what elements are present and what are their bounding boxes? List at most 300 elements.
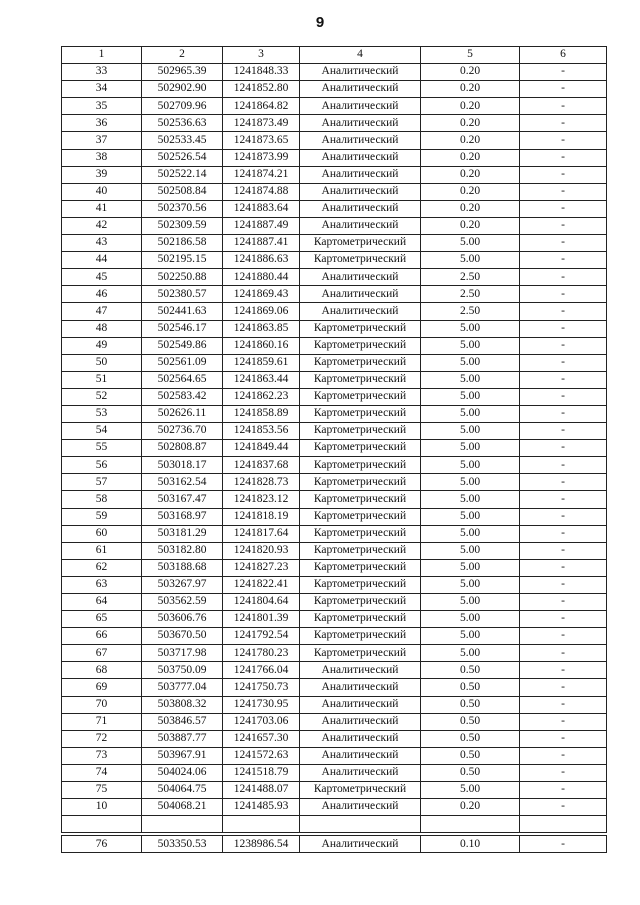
x-coordinate-cell: 503670.50: [142, 628, 223, 645]
y-coordinate-cell: 1241485.93: [223, 799, 300, 816]
description-cell: -: [520, 132, 607, 149]
x-coordinate-cell: 502564.65: [142, 371, 223, 388]
method-cell: Аналитический: [300, 764, 421, 781]
x-coordinate-cell: 504024.06: [142, 764, 223, 781]
method-cell: Картометрический: [300, 628, 421, 645]
table-row: [62, 337, 607, 354]
description-cell: -: [520, 679, 607, 696]
accuracy-cell: 5.00: [421, 371, 520, 388]
accuracy-cell: 0.50: [421, 764, 520, 781]
method-cell: Аналитический: [300, 149, 421, 166]
method-cell: Аналитический: [300, 132, 421, 149]
empty-cell: [300, 816, 421, 833]
y-coordinate-cell: 1241873.65: [223, 132, 300, 149]
point-number-cell: 51: [62, 371, 142, 388]
point-number-cell: 64: [62, 594, 142, 611]
point-number-cell: 54: [62, 423, 142, 440]
point-number-cell: 41: [62, 200, 142, 217]
description-cell: -: [520, 115, 607, 132]
method-cell: Аналитический: [300, 679, 421, 696]
method-cell: Картометрический: [300, 508, 421, 525]
y-coordinate-cell: 1241849.44: [223, 440, 300, 457]
point-number-cell: 74: [62, 764, 142, 781]
accuracy-cell: 5.00: [421, 611, 520, 628]
table-row: [62, 713, 607, 730]
description-cell: -: [520, 405, 607, 422]
table-row: [62, 132, 607, 149]
x-coordinate-cell: 503167.47: [142, 491, 223, 508]
table-row: [62, 747, 607, 764]
method-cell: Аналитический: [300, 799, 421, 816]
y-coordinate-cell: 1241862.23: [223, 388, 300, 405]
description-cell: -: [520, 525, 607, 542]
y-coordinate-cell: 1241801.39: [223, 611, 300, 628]
y-coordinate-cell: 1241780.23: [223, 645, 300, 662]
table-row: [62, 81, 607, 98]
description-cell: -: [520, 354, 607, 371]
point-number-cell: 35: [62, 98, 142, 115]
x-coordinate-cell: 503967.91: [142, 747, 223, 764]
description-cell: -: [520, 81, 607, 98]
point-number-cell: 69: [62, 679, 142, 696]
table-row: [62, 303, 607, 320]
point-number-cell: 47: [62, 303, 142, 320]
point-number-cell: 33: [62, 64, 142, 81]
coordinates-table: [61, 46, 607, 853]
x-coordinate-cell: 503606.76: [142, 611, 223, 628]
y-coordinate-cell: 1241883.64: [223, 200, 300, 217]
x-coordinate-cell: 503168.97: [142, 508, 223, 525]
description-cell: -: [520, 286, 607, 303]
table-row: [62, 696, 607, 713]
description-cell: -: [520, 217, 607, 234]
y-coordinate-cell: 1241853.56: [223, 423, 300, 440]
method-cell: Аналитический: [300, 269, 421, 286]
description-cell: -: [520, 836, 607, 853]
method-cell: Аналитический: [300, 662, 421, 679]
point-number-cell: 34: [62, 81, 142, 98]
description-cell: -: [520, 303, 607, 320]
y-coordinate-cell: 1241880.44: [223, 269, 300, 286]
y-coordinate-cell: 1241874.21: [223, 166, 300, 183]
x-coordinate-cell: 503188.68: [142, 559, 223, 576]
y-coordinate-cell: 1241873.99: [223, 149, 300, 166]
point-number-cell: 75: [62, 782, 142, 799]
accuracy-cell: 5.00: [421, 388, 520, 405]
y-coordinate-cell: 1241852.80: [223, 81, 300, 98]
accuracy-cell: 5.00: [421, 542, 520, 559]
point-number-cell: 61: [62, 542, 142, 559]
table-row: [62, 269, 607, 286]
table-row: [62, 508, 607, 525]
method-cell: Аналитический: [300, 98, 421, 115]
accuracy-cell: 0.50: [421, 730, 520, 747]
y-coordinate-cell: 1241804.64: [223, 594, 300, 611]
table-row: [62, 679, 607, 696]
accuracy-cell: 2.50: [421, 303, 520, 320]
table-row: [62, 200, 607, 217]
x-coordinate-cell: 503018.17: [142, 457, 223, 474]
description-cell: -: [520, 730, 607, 747]
point-number-cell: 10: [62, 799, 142, 816]
x-coordinate-cell: 503182.80: [142, 542, 223, 559]
point-number-cell: 36: [62, 115, 142, 132]
point-number-cell: 57: [62, 474, 142, 491]
y-coordinate-cell: 1241730.95: [223, 696, 300, 713]
method-cell: Аналитический: [300, 730, 421, 747]
x-coordinate-cell: 502508.84: [142, 183, 223, 200]
table-row: [62, 320, 607, 337]
accuracy-cell: 0.20: [421, 183, 520, 200]
table-row: [62, 98, 607, 115]
description-cell: -: [520, 98, 607, 115]
description-cell: -: [520, 611, 607, 628]
point-number-cell: 58: [62, 491, 142, 508]
accuracy-cell: 5.00: [421, 559, 520, 576]
table-footer-section: [62, 816, 607, 853]
method-cell: Аналитический: [300, 64, 421, 81]
table-row-final: [62, 836, 607, 853]
accuracy-cell: 0.50: [421, 747, 520, 764]
point-number-cell: 66: [62, 628, 142, 645]
point-number-cell: 65: [62, 611, 142, 628]
x-coordinate-cell: 502808.87: [142, 440, 223, 457]
x-coordinate-cell: 503181.29: [142, 525, 223, 542]
x-coordinate-cell: 502736.70: [142, 423, 223, 440]
description-cell: -: [520, 747, 607, 764]
y-coordinate-cell: 1241792.54: [223, 628, 300, 645]
method-cell: Картометрический: [300, 594, 421, 611]
method-cell: Картометрический: [300, 320, 421, 337]
x-coordinate-cell: 502561.09: [142, 354, 223, 371]
method-cell: Картометрический: [300, 440, 421, 457]
y-coordinate-cell: 1241864.82: [223, 98, 300, 115]
point-number-cell: 68: [62, 662, 142, 679]
y-coordinate-cell: 1241887.41: [223, 235, 300, 252]
x-coordinate-cell: 502536.63: [142, 115, 223, 132]
description-cell: -: [520, 662, 607, 679]
empty-cell: [62, 816, 142, 833]
point-number-cell: 49: [62, 337, 142, 354]
x-coordinate-cell: 502380.57: [142, 286, 223, 303]
description-cell: -: [520, 320, 607, 337]
x-coordinate-cell: 503350.53: [142, 836, 223, 853]
accuracy-cell: 5.00: [421, 508, 520, 525]
table-row: [62, 764, 607, 781]
description-cell: -: [520, 200, 607, 217]
x-coordinate-cell: 502309.59: [142, 217, 223, 234]
table-header-row: [62, 47, 607, 64]
accuracy-cell: 0.20: [421, 81, 520, 98]
empty-cell: [421, 816, 520, 833]
point-number-cell: 48: [62, 320, 142, 337]
table-row: [62, 235, 607, 252]
accuracy-cell: 0.20: [421, 217, 520, 234]
x-coordinate-cell: 502583.42: [142, 388, 223, 405]
accuracy-cell: 5.00: [421, 457, 520, 474]
y-coordinate-cell: 1241848.33: [223, 64, 300, 81]
x-coordinate-cell: 504068.21: [142, 799, 223, 816]
x-coordinate-cell: 503162.54: [142, 474, 223, 491]
empty-row: [62, 816, 607, 833]
point-number-cell: 67: [62, 645, 142, 662]
description-cell: -: [520, 252, 607, 269]
accuracy-cell: 0.20: [421, 98, 520, 115]
accuracy-cell: 0.50: [421, 696, 520, 713]
table-row: [62, 440, 607, 457]
description-cell: -: [520, 149, 607, 166]
accuracy-cell: 0.20: [421, 149, 520, 166]
description-cell: -: [520, 782, 607, 799]
description-cell: -: [520, 235, 607, 252]
method-cell: Аналитический: [300, 115, 421, 132]
accuracy-cell: 5.00: [421, 354, 520, 371]
y-coordinate-cell: 1241657.30: [223, 730, 300, 747]
x-coordinate-cell: 503562.59: [142, 594, 223, 611]
table-row: [62, 64, 607, 81]
accuracy-cell: 5.00: [421, 474, 520, 491]
method-cell: Аналитический: [300, 217, 421, 234]
method-cell: Картометрический: [300, 525, 421, 542]
table-row: [62, 611, 607, 628]
table-body: [62, 64, 607, 816]
accuracy-cell: 0.50: [421, 713, 520, 730]
x-coordinate-cell: 503777.04: [142, 679, 223, 696]
method-cell: Аналитический: [300, 696, 421, 713]
point-number-cell: 60: [62, 525, 142, 542]
method-cell: Картометрический: [300, 645, 421, 662]
description-cell: -: [520, 269, 607, 286]
y-coordinate-cell: 1241572.63: [223, 747, 300, 764]
accuracy-cell: 5.00: [421, 337, 520, 354]
y-coordinate-cell: 1238986.54: [223, 836, 300, 853]
description-cell: -: [520, 474, 607, 491]
x-coordinate-cell: 504064.75: [142, 782, 223, 799]
method-cell: Картометрический: [300, 457, 421, 474]
point-number-cell: 62: [62, 559, 142, 576]
table-row: [62, 474, 607, 491]
x-coordinate-cell: 502186.58: [142, 235, 223, 252]
method-cell: Картометрический: [300, 388, 421, 405]
point-number-cell: 44: [62, 252, 142, 269]
method-cell: Картометрический: [300, 576, 421, 593]
description-cell: -: [520, 457, 607, 474]
accuracy-cell: 5.00: [421, 628, 520, 645]
accuracy-cell: 0.20: [421, 799, 520, 816]
x-coordinate-cell: 502195.15: [142, 252, 223, 269]
table-row: [62, 388, 607, 405]
point-number-cell: 70: [62, 696, 142, 713]
description-cell: -: [520, 628, 607, 645]
method-cell: Картометрический: [300, 423, 421, 440]
y-coordinate-cell: 1241874.88: [223, 183, 300, 200]
accuracy-cell: 5.00: [421, 576, 520, 593]
accuracy-cell: 0.10: [421, 836, 520, 853]
description-cell: -: [520, 764, 607, 781]
description-cell: -: [520, 371, 607, 388]
table-row: [62, 115, 607, 132]
accuracy-cell: 0.20: [421, 132, 520, 149]
accuracy-cell: 5.00: [421, 405, 520, 422]
point-number-cell: 40: [62, 183, 142, 200]
method-cell: Аналитический: [300, 286, 421, 303]
description-cell: -: [520, 696, 607, 713]
accuracy-cell: 2.50: [421, 269, 520, 286]
table-row: [62, 594, 607, 611]
table-row: [62, 782, 607, 799]
y-coordinate-cell: 1241869.43: [223, 286, 300, 303]
point-number-cell: 39: [62, 166, 142, 183]
method-cell: Картометрический: [300, 371, 421, 388]
accuracy-cell: 5.00: [421, 320, 520, 337]
table-row: [62, 252, 607, 269]
y-coordinate-cell: 1241766.04: [223, 662, 300, 679]
description-cell: -: [520, 594, 607, 611]
table-row: [62, 645, 607, 662]
accuracy-cell: 5.00: [421, 440, 520, 457]
point-number-cell: 45: [62, 269, 142, 286]
method-cell: Картометрический: [300, 337, 421, 354]
column-header: 6: [520, 47, 607, 64]
x-coordinate-cell: 503750.09: [142, 662, 223, 679]
y-coordinate-cell: 1241873.49: [223, 115, 300, 132]
point-number-cell: 55: [62, 440, 142, 457]
accuracy-cell: 0.50: [421, 679, 520, 696]
description-cell: -: [520, 64, 607, 81]
accuracy-cell: 2.50: [421, 286, 520, 303]
x-coordinate-cell: 502533.45: [142, 132, 223, 149]
column-header: 2: [142, 47, 223, 64]
description-cell: -: [520, 183, 607, 200]
point-number-cell: 52: [62, 388, 142, 405]
point-number-cell: 42: [62, 217, 142, 234]
method-cell: Картометрический: [300, 611, 421, 628]
method-cell: Аналитический: [300, 200, 421, 217]
y-coordinate-cell: 1241858.89: [223, 405, 300, 422]
table-row: [62, 183, 607, 200]
y-coordinate-cell: 1241818.19: [223, 508, 300, 525]
y-coordinate-cell: 1241863.85: [223, 320, 300, 337]
y-coordinate-cell: 1241817.64: [223, 525, 300, 542]
table-row: [62, 799, 607, 816]
page-number: 9: [315, 14, 325, 31]
y-coordinate-cell: 1241887.49: [223, 217, 300, 234]
table-row: [62, 525, 607, 542]
empty-cell: [142, 816, 223, 833]
table-row: [62, 286, 607, 303]
y-coordinate-cell: 1241518.79: [223, 764, 300, 781]
accuracy-cell: 5.00: [421, 252, 520, 269]
x-coordinate-cell: 502709.96: [142, 98, 223, 115]
table-row: [62, 217, 607, 234]
y-coordinate-cell: 1241703.06: [223, 713, 300, 730]
y-coordinate-cell: 1241837.68: [223, 457, 300, 474]
description-cell: -: [520, 713, 607, 730]
description-cell: -: [520, 166, 607, 183]
accuracy-cell: 5.00: [421, 423, 520, 440]
description-cell: -: [520, 645, 607, 662]
table-row: [62, 730, 607, 747]
method-cell: Аналитический: [300, 81, 421, 98]
accuracy-cell: 0.20: [421, 115, 520, 132]
x-coordinate-cell: 502522.14: [142, 166, 223, 183]
table-row: [62, 405, 607, 422]
x-coordinate-cell: 502526.54: [142, 149, 223, 166]
accuracy-cell: 5.00: [421, 235, 520, 252]
column-header: 5: [421, 47, 520, 64]
accuracy-cell: 0.20: [421, 64, 520, 81]
y-coordinate-cell: 1241820.93: [223, 542, 300, 559]
method-cell: Аналитический: [300, 713, 421, 730]
description-cell: -: [520, 491, 607, 508]
point-number-cell: 76: [62, 836, 142, 853]
y-coordinate-cell: 1241823.12: [223, 491, 300, 508]
point-number-cell: 63: [62, 576, 142, 593]
x-coordinate-cell: 502626.11: [142, 405, 223, 422]
x-coordinate-cell: 502965.39: [142, 64, 223, 81]
y-coordinate-cell: 1241863.44: [223, 371, 300, 388]
point-number-cell: 71: [62, 713, 142, 730]
table-row: [62, 371, 607, 388]
table-row: [62, 662, 607, 679]
y-coordinate-cell: 1241822.41: [223, 576, 300, 593]
description-cell: -: [520, 423, 607, 440]
method-cell: Картометрический: [300, 405, 421, 422]
description-cell: -: [520, 542, 607, 559]
x-coordinate-cell: 503267.97: [142, 576, 223, 593]
x-coordinate-cell: 502370.56: [142, 200, 223, 217]
y-coordinate-cell: 1241886.63: [223, 252, 300, 269]
table-row: [62, 166, 607, 183]
method-cell: Картометрический: [300, 559, 421, 576]
description-cell: -: [520, 559, 607, 576]
y-coordinate-cell: 1241750.73: [223, 679, 300, 696]
accuracy-cell: 0.20: [421, 200, 520, 217]
table-row: [62, 354, 607, 371]
method-cell: Картометрический: [300, 542, 421, 559]
y-coordinate-cell: 1241828.73: [223, 474, 300, 491]
accuracy-cell: 5.00: [421, 594, 520, 611]
point-number-cell: 37: [62, 132, 142, 149]
method-cell: Картометрический: [300, 354, 421, 371]
y-coordinate-cell: 1241827.23: [223, 559, 300, 576]
point-number-cell: 50: [62, 354, 142, 371]
point-number-cell: 59: [62, 508, 142, 525]
table-row: [62, 542, 607, 559]
point-number-cell: 43: [62, 235, 142, 252]
method-cell: Картометрический: [300, 782, 421, 799]
table-row: [62, 423, 607, 440]
method-cell: Картометрический: [300, 235, 421, 252]
method-cell: Аналитический: [300, 303, 421, 320]
y-coordinate-cell: 1241869.06: [223, 303, 300, 320]
accuracy-cell: 5.00: [421, 645, 520, 662]
empty-cell: [520, 816, 607, 833]
point-number-cell: 73: [62, 747, 142, 764]
column-header: 3: [223, 47, 300, 64]
x-coordinate-cell: 503717.98: [142, 645, 223, 662]
y-coordinate-cell: 1241860.16: [223, 337, 300, 354]
x-coordinate-cell: 502549.86: [142, 337, 223, 354]
method-cell: Аналитический: [300, 166, 421, 183]
accuracy-cell: 0.20: [421, 166, 520, 183]
y-coordinate-cell: 1241488.07: [223, 782, 300, 799]
x-coordinate-cell: 502902.90: [142, 81, 223, 98]
method-cell: Картометрический: [300, 474, 421, 491]
description-cell: -: [520, 440, 607, 457]
description-cell: -: [520, 576, 607, 593]
x-coordinate-cell: 502250.88: [142, 269, 223, 286]
